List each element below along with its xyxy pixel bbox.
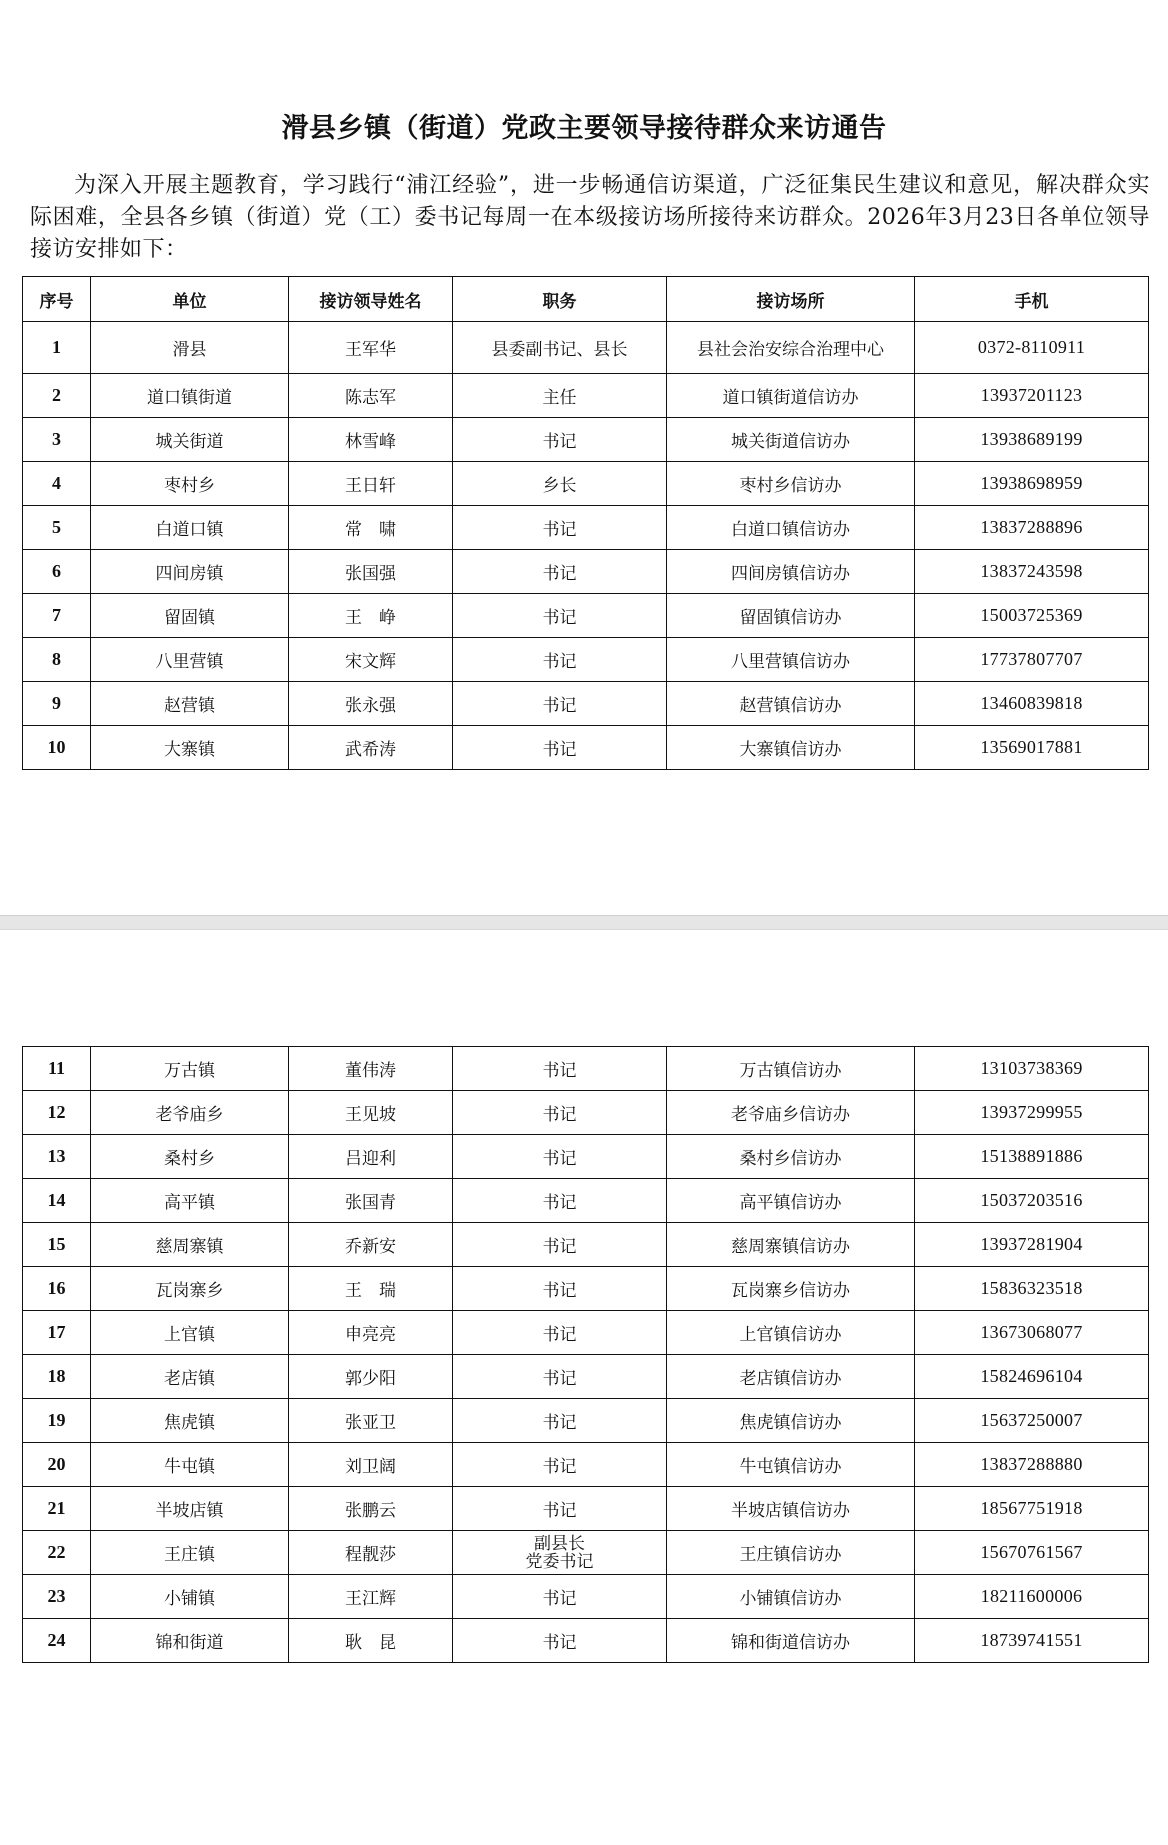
row-unit: 王庄镇 (91, 1531, 289, 1575)
row-duty: 书记 (453, 1355, 667, 1399)
row-reception-place: 四间房镇信访办 (667, 550, 915, 594)
row-unit: 万古镇 (91, 1047, 289, 1091)
row-reception-place: 老爷庙乡信访办 (667, 1091, 915, 1135)
row-leader-name: 王日轩 (289, 462, 453, 506)
header-phone: 手机 (915, 277, 1149, 322)
table-row (23, 1487, 1149, 1531)
row-unit: 高平镇 (91, 1179, 289, 1223)
table-row (23, 638, 1149, 682)
row-phone: 13837288880 (915, 1443, 1149, 1487)
row-number: 1 (23, 322, 91, 374)
row-leader-name: 乔新安 (289, 1223, 453, 1267)
row-leader-name: 王江辉 (289, 1575, 453, 1619)
row-duty: 书记 (453, 418, 667, 462)
row-phone: 15637250007 (915, 1399, 1149, 1443)
row-reception-place: 八里营镇信访办 (667, 638, 915, 682)
row-reception-place: 城关街道信访办 (667, 418, 915, 462)
row-unit: 锦和街道 (91, 1619, 289, 1663)
row-phone: 13837288896 (915, 506, 1149, 550)
row-duty: 书记 (453, 1091, 667, 1135)
row-number: 7 (23, 594, 91, 638)
row-number: 10 (23, 726, 91, 770)
row-phone: 13103738369 (915, 1047, 1149, 1091)
row-number: 9 (23, 682, 91, 726)
row-leader-name: 张永强 (289, 682, 453, 726)
row-phone: 13937201123 (915, 374, 1149, 418)
row-duty: 县委副书记、县长 (453, 322, 667, 374)
table-row (23, 1399, 1149, 1443)
row-leader-name: 常 啸 (289, 506, 453, 550)
row-unit: 八里营镇 (91, 638, 289, 682)
row-leader-name: 吕迎利 (289, 1135, 453, 1179)
row-number: 24 (23, 1619, 91, 1663)
row-leader-name: 郭少阳 (289, 1355, 453, 1399)
row-duty: 书记 (453, 594, 667, 638)
table-row (23, 1443, 1149, 1487)
row-number: 14 (23, 1179, 91, 1223)
row-unit: 老店镇 (91, 1355, 289, 1399)
document-page-1 (0, 0, 1168, 915)
table-row (23, 550, 1149, 594)
document-title: 滑县乡镇（街道）党政主要领导接待群众来访通告 (281, 113, 887, 144)
row-duty: 书记 (453, 1179, 667, 1223)
row-leader-name: 申亮亮 (289, 1311, 453, 1355)
row-number: 17 (23, 1311, 91, 1355)
row-duty: 书记 (453, 726, 667, 770)
row-number: 16 (23, 1267, 91, 1311)
row-reception-place: 大寨镇信访办 (667, 726, 915, 770)
row-phone: 13938698959 (915, 462, 1149, 506)
row-duty: 书记 (453, 1487, 667, 1531)
row-phone: 15836323518 (915, 1267, 1149, 1311)
row-unit: 半坡店镇 (91, 1487, 289, 1531)
table-row (23, 374, 1149, 418)
row-reception-place: 白道口镇信访办 (667, 506, 915, 550)
table-row (23, 1179, 1149, 1223)
row-reception-place: 慈周寨镇信访办 (667, 1223, 915, 1267)
row-unit: 瓦岗寨乡 (91, 1267, 289, 1311)
row-reception-place: 小铺镇信访办 (667, 1575, 915, 1619)
header-place: 接访场所 (667, 277, 915, 322)
row-leader-name: 张国强 (289, 550, 453, 594)
table-row (23, 418, 1149, 462)
table-row (23, 1267, 1149, 1311)
row-duty: 书记 (453, 638, 667, 682)
table-row (23, 682, 1149, 726)
row-phone: 13837243598 (915, 550, 1149, 594)
row-leader-name: 王 峥 (289, 594, 453, 638)
row-reception-place: 赵营镇信访办 (667, 682, 915, 726)
reception-table-part-2 (22, 1046, 1149, 1663)
row-leader-name: 陈志军 (289, 374, 453, 418)
row-unit: 小铺镇 (91, 1575, 289, 1619)
row-unit: 牛屯镇 (91, 1443, 289, 1487)
row-reception-place: 锦和街道信访办 (667, 1619, 915, 1663)
row-number: 4 (23, 462, 91, 506)
row-reception-place: 万古镇信访办 (667, 1047, 915, 1091)
row-duty: 副县长 党委书记 (453, 1531, 667, 1575)
row-unit: 城关街道 (91, 418, 289, 462)
header-leader: 接访领导姓名 (289, 277, 453, 322)
row-leader-name: 王见坡 (289, 1091, 453, 1135)
table-row (23, 1047, 1149, 1091)
table-row (23, 462, 1149, 506)
row-phone: 13569017881 (915, 726, 1149, 770)
row-duty: 书记 (453, 1619, 667, 1663)
table-header-row (23, 277, 1149, 322)
table-row (23, 1531, 1149, 1575)
table-row (23, 1223, 1149, 1267)
row-reception-place: 高平镇信访办 (667, 1179, 915, 1223)
document-page-2 (0, 930, 1168, 1845)
row-duty: 书记 (453, 1443, 667, 1487)
row-number: 19 (23, 1399, 91, 1443)
row-duty: 书记 (453, 1223, 667, 1267)
reception-table-part-1 (22, 276, 1149, 770)
table-row (23, 594, 1149, 638)
row-number: 2 (23, 374, 91, 418)
row-unit: 道口镇街道 (91, 374, 289, 418)
row-unit: 桑村乡 (91, 1135, 289, 1179)
row-number: 18 (23, 1355, 91, 1399)
row-unit: 滑县 (91, 322, 289, 374)
row-duty: 书记 (453, 1135, 667, 1179)
row-reception-place: 上官镇信访办 (667, 1311, 915, 1355)
table-row (23, 1575, 1149, 1619)
row-leader-name: 武希涛 (289, 726, 453, 770)
row-reception-place: 道口镇街道信访办 (667, 374, 915, 418)
table-row (23, 726, 1149, 770)
table-row (23, 1135, 1149, 1179)
row-duty: 书记 (453, 1399, 667, 1443)
row-leader-name: 程靓莎 (289, 1531, 453, 1575)
row-phone: 15138891886 (915, 1135, 1149, 1179)
row-phone: 18211600006 (915, 1575, 1149, 1619)
row-leader-name: 王 瑞 (289, 1267, 453, 1311)
row-number: 15 (23, 1223, 91, 1267)
row-unit: 白道口镇 (91, 506, 289, 550)
row-number: 5 (23, 506, 91, 550)
row-phone: 13937281904 (915, 1223, 1149, 1267)
row-number: 6 (23, 550, 91, 594)
row-phone: 13937299955 (915, 1091, 1149, 1135)
table-row (23, 1091, 1149, 1135)
row-number: 22 (23, 1531, 91, 1575)
row-duty: 主任 (453, 374, 667, 418)
page-separator (0, 915, 1168, 930)
row-leader-name: 宋文辉 (289, 638, 453, 682)
row-reception-place: 焦虎镇信访办 (667, 1399, 915, 1443)
row-leader-name: 王军华 (289, 322, 453, 374)
row-duty: 书记 (453, 1047, 667, 1091)
row-leader-name: 张亚卫 (289, 1399, 453, 1443)
row-phone: 15037203516 (915, 1179, 1149, 1223)
row-unit: 赵营镇 (91, 682, 289, 726)
row-reception-place: 县社会治安综合治理中心 (667, 322, 915, 374)
row-duty: 书记 (453, 682, 667, 726)
row-number: 21 (23, 1487, 91, 1531)
row-number: 20 (23, 1443, 91, 1487)
row-number: 13 (23, 1135, 91, 1179)
row-duty: 书记 (453, 506, 667, 550)
row-phone: 13460839818 (915, 682, 1149, 726)
row-leader-name: 张国青 (289, 1179, 453, 1223)
row-phone: 13938689199 (915, 418, 1149, 462)
row-unit: 老爷庙乡 (91, 1091, 289, 1135)
table-row (23, 506, 1149, 550)
row-phone: 0372-8110911 (915, 322, 1149, 374)
row-reception-place: 半坡店镇信访办 (667, 1487, 915, 1531)
row-duty: 书记 (453, 1575, 667, 1619)
header-unit: 单位 (91, 277, 289, 322)
row-leader-name: 董伟涛 (289, 1047, 453, 1091)
row-unit: 慈周寨镇 (91, 1223, 289, 1267)
row-leader-name: 耿 昆 (289, 1619, 453, 1663)
row-unit: 上官镇 (91, 1311, 289, 1355)
row-reception-place: 老店镇信访办 (667, 1355, 915, 1399)
table-row (23, 322, 1149, 374)
row-phone: 17737807707 (915, 638, 1149, 682)
row-duty: 书记 (453, 1311, 667, 1355)
row-phone: 13673068077 (915, 1311, 1149, 1355)
row-reception-place: 瓦岗寨乡信访办 (667, 1267, 915, 1311)
row-unit: 焦虎镇 (91, 1399, 289, 1443)
row-reception-place: 枣村乡信访办 (667, 462, 915, 506)
table-row (23, 1311, 1149, 1355)
row-unit: 枣村乡 (91, 462, 289, 506)
row-reception-place: 牛屯镇信访办 (667, 1443, 915, 1487)
row-phone: 15670761567 (915, 1531, 1149, 1575)
intro-paragraph: 为深入开展主题教育，学习践行“浦江经验”，进一步畅通信访渠道，广泛征集民生建议和意见，解决群众实际困难，全县各乡镇（街道）党（工）委书记每周一在本级接访场所接待来访群众。2026年3月23日各单位领导接访安排如下： (30, 173, 1150, 262)
row-leader-name: 林雪峰 (289, 418, 453, 462)
row-number: 3 (23, 418, 91, 462)
row-reception-place: 桑村乡信访办 (667, 1135, 915, 1179)
row-number: 12 (23, 1091, 91, 1135)
row-leader-name: 张鹏云 (289, 1487, 453, 1531)
row-phone: 15824696104 (915, 1355, 1149, 1399)
row-reception-place: 留固镇信访办 (667, 594, 915, 638)
row-unit: 大寨镇 (91, 726, 289, 770)
row-phone: 15003725369 (915, 594, 1149, 638)
row-reception-place: 王庄镇信访办 (667, 1531, 915, 1575)
row-number: 23 (23, 1575, 91, 1619)
row-duty: 书记 (453, 550, 667, 594)
row-number: 8 (23, 638, 91, 682)
header-no: 序号 (23, 277, 91, 322)
row-duty: 书记 (453, 1267, 667, 1311)
header-duty: 职务 (453, 277, 667, 322)
row-number: 11 (23, 1047, 91, 1091)
table-row (23, 1355, 1149, 1399)
row-phone: 18567751918 (915, 1487, 1149, 1531)
row-leader-name: 刘卫阔 (289, 1443, 453, 1487)
row-unit: 留固镇 (91, 594, 289, 638)
row-phone: 18739741551 (915, 1619, 1149, 1663)
row-duty: 乡长 (453, 462, 667, 506)
row-unit: 四间房镇 (91, 550, 289, 594)
table-row (23, 1619, 1149, 1663)
